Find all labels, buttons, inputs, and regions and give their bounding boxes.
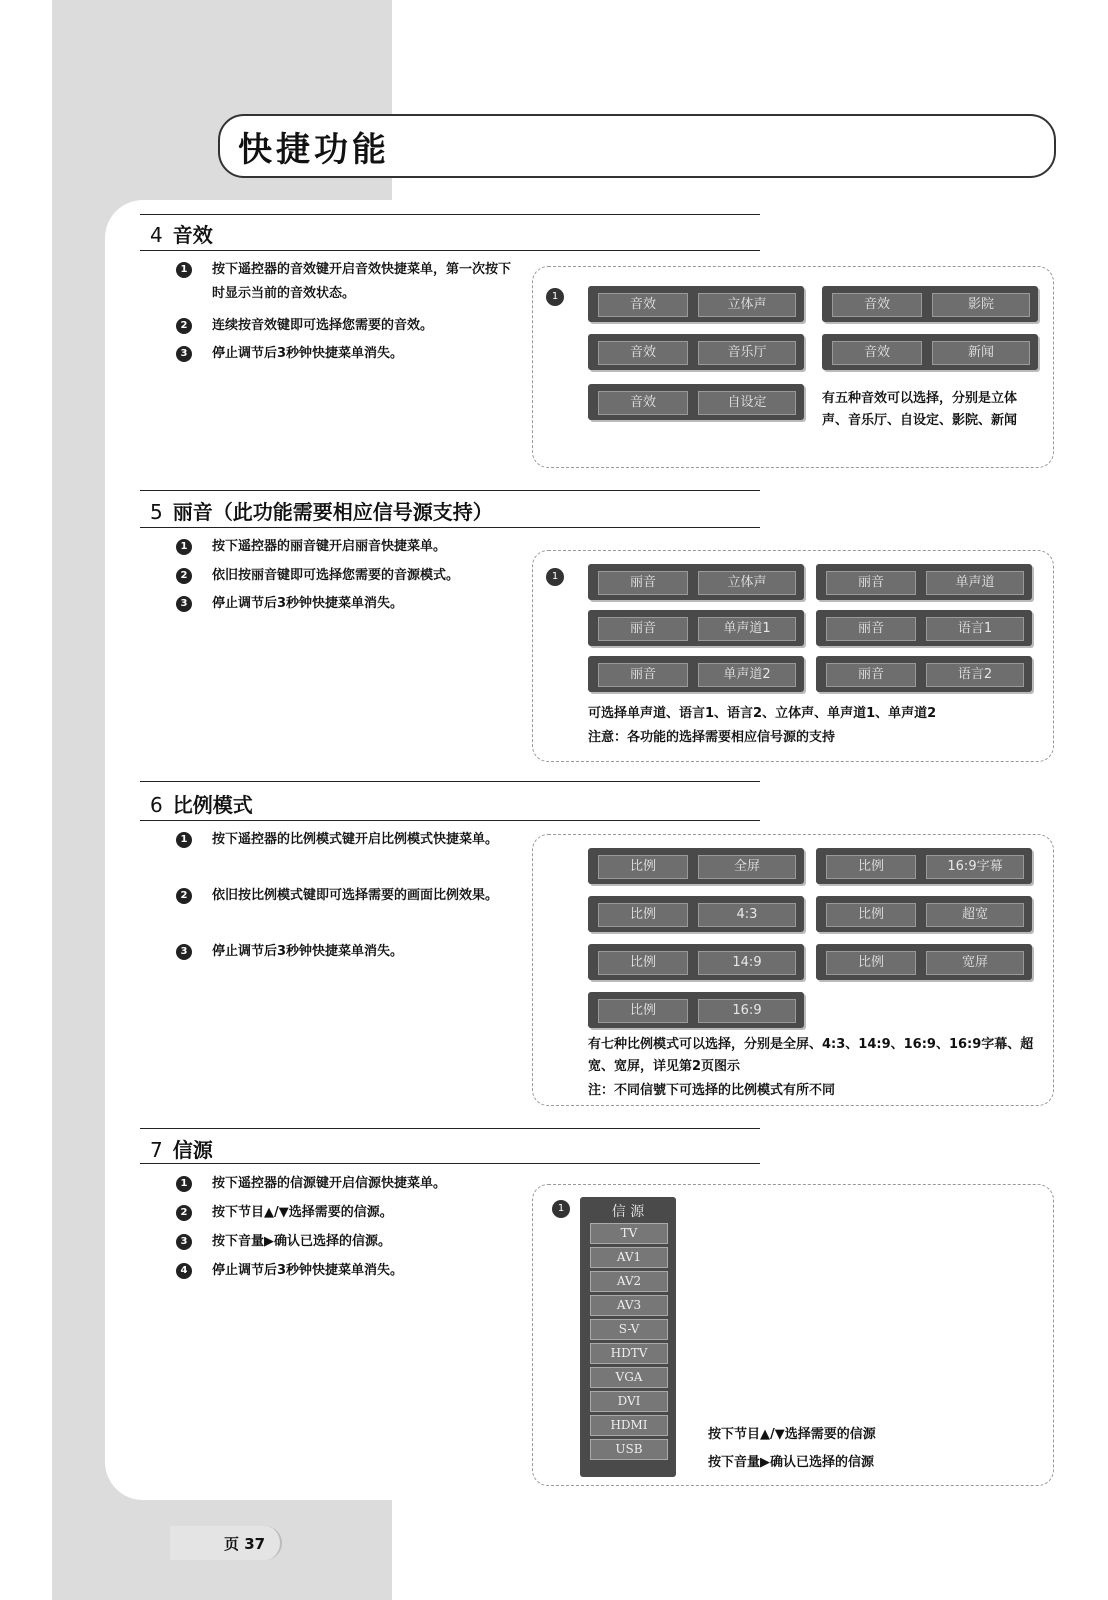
- source-item-hdtv: HDTV: [590, 1343, 668, 1364]
- section-title-7: 7 信源: [150, 1138, 213, 1162]
- osd-menu: 丽音 单声道: [816, 564, 1032, 600]
- step-bullet: 3: [176, 944, 192, 960]
- osd-menu: 音效 自设定: [588, 384, 804, 420]
- section-rule: [140, 214, 760, 215]
- step-bullet: 2: [176, 568, 192, 584]
- source-menu-header: 信 源: [611, 1204, 645, 1220]
- step-bullet: 2: [176, 888, 192, 904]
- step-bullet: 1: [176, 1176, 192, 1192]
- osd-menu: 比例 全屏: [588, 848, 804, 884]
- section-rule: [140, 1163, 760, 1164]
- page-title: 快捷功能: [238, 130, 390, 170]
- step-bullet: 2: [176, 318, 192, 334]
- source-item-usb: USB: [590, 1439, 668, 1460]
- source-item-sv: S-V: [590, 1319, 668, 1340]
- section-rule: [140, 1128, 760, 1129]
- source-item-av2: AV2: [590, 1271, 668, 1292]
- panel-bubble: 1: [546, 568, 564, 586]
- section-rule: [140, 781, 760, 782]
- section-rule: [140, 527, 760, 528]
- step-bullet: 3: [176, 1234, 192, 1250]
- source-item-tv: TV: [590, 1223, 668, 1244]
- panel-note: 注意：各功能的选择需要相应信号源的支持: [588, 730, 836, 745]
- step-bullet: 1: [176, 832, 192, 848]
- osd-menu: 比例 4:3: [588, 896, 804, 932]
- panel-note: 有五种音效可以选择，分别是立体声、音乐厅、自设定、影院、新闻: [822, 391, 1018, 428]
- osd-menu: 音效 影院: [822, 286, 1038, 322]
- source-menu: [580, 1197, 676, 1477]
- step-bullet: 2: [176, 1205, 192, 1221]
- step-bullet: 3: [176, 596, 192, 612]
- source-item-dvi: DVI: [590, 1391, 668, 1412]
- panel-note: 注：不同信號下可选择的比例模式有所不同: [588, 1083, 836, 1098]
- section-title-6: 6 比例模式: [150, 793, 253, 817]
- osd-menu: 比例 超宽: [816, 896, 1032, 932]
- section-title-5: 5 丽音（此功能需要相应信号源支持）: [150, 500, 493, 524]
- osd-menu: 音效 立体声: [588, 286, 804, 322]
- source-item-av1: AV1: [590, 1247, 668, 1268]
- osd-menu: 丽音 语言1: [816, 610, 1032, 646]
- section-rule: [140, 250, 760, 251]
- step-bullet: 3: [176, 346, 192, 362]
- osd-menu: 丽音 单声道1: [588, 610, 804, 646]
- section-rule: [140, 490, 760, 491]
- osd-menu: 比例 宽屏: [816, 944, 1032, 980]
- osd-menu: 比例 14:9: [588, 944, 804, 980]
- osd-menu: 比例 16:9: [588, 992, 804, 1028]
- step-bullet: 4: [176, 1263, 192, 1279]
- step-bullet: 1: [176, 262, 192, 278]
- source-item-hdmi: HDMI: [590, 1415, 668, 1436]
- osd-menu: 音效 新闻: [822, 334, 1038, 370]
- page-number: 页 37: [224, 1535, 266, 1553]
- osd-menu: 丽音 单声道2: [588, 656, 804, 692]
- osd-menu: 比例 16:9字幕: [816, 848, 1032, 884]
- section-title-4: 4 音效: [150, 223, 213, 247]
- osd-menu: 音效 音乐厅: [588, 334, 804, 370]
- page-number-tab: [170, 1526, 282, 1560]
- panel-note: 按下音量▶确认已选择的信源: [708, 1455, 874, 1470]
- panel-note: 按下节目▲/▼选择需要的信源: [708, 1427, 876, 1442]
- panel-bubble: 1: [552, 1200, 570, 1218]
- source-item-vga: VGA: [590, 1367, 668, 1388]
- source-item-av3: AV3: [590, 1295, 668, 1316]
- panel-note: 有七种比例模式可以选择，分别是全屏、4:3、14:9、16:9、16:9字幕、超宽、宽屏，详见第2页图示: [588, 1037, 1034, 1074]
- osd-menu: 丽音 立体声: [588, 564, 804, 600]
- page-title-box: [218, 114, 1056, 178]
- panel-bubble: 1: [546, 288, 564, 306]
- section-rule: [140, 820, 760, 821]
- osd-menu: 丽音 语言2: [816, 656, 1032, 692]
- panel-note: 可选择单声道、语言1、语言2、立体声、单声道1、单声道2: [588, 706, 937, 721]
- step-bullet: 1: [176, 539, 192, 555]
